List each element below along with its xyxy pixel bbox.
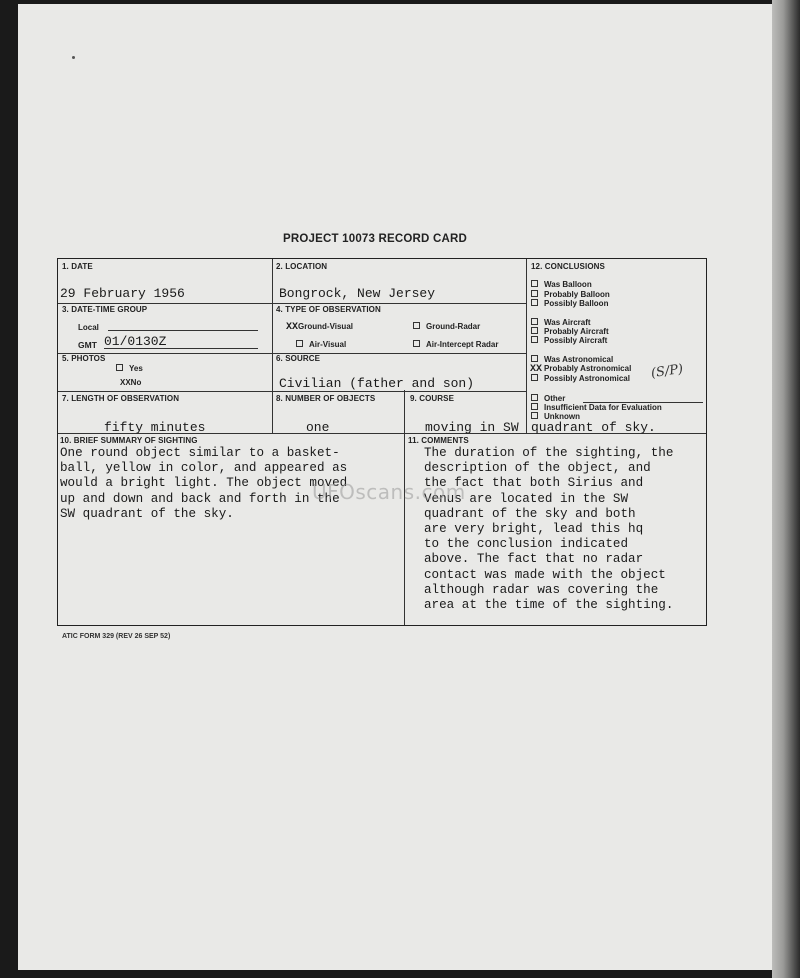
- conclusion-possibly-aircraft: [531, 336, 607, 345]
- conclusion-was-astronomical: [531, 355, 613, 364]
- photos-no-option: [120, 378, 141, 387]
- comments-line: quadrant of the sky and both: [424, 506, 636, 521]
- comments-line: although radar was covering the: [424, 582, 659, 597]
- air-visual-text: Air-Visual: [309, 340, 347, 349]
- dtg-local-label: Local: [78, 323, 99, 332]
- dtg-gmt-line: [104, 348, 258, 349]
- conclusion-text: Was Aircraft: [544, 318, 591, 327]
- scan-speck: [72, 56, 75, 59]
- checkbox-icon: [531, 327, 538, 334]
- summary-line: up and down and back and forth in the: [60, 491, 340, 506]
- location-value: Bongrock, New Jersey: [279, 286, 436, 301]
- date-value: 29 February 1956: [60, 286, 185, 301]
- checkbox-icon: [531, 374, 538, 381]
- number-value: one: [306, 420, 330, 435]
- summary-line: ball, yellow in color, and appeared as: [60, 461, 348, 476]
- conclusion-text: Was Astronomical: [544, 355, 614, 364]
- comments-line: description of the object, and: [424, 461, 651, 476]
- conclusion-text: Probably Balloon: [544, 290, 610, 299]
- conclusion-was-aircraft: [531, 318, 591, 327]
- comments-line: are very bright, lead this hq: [424, 522, 644, 537]
- comments-line: Venus are located in the SW: [424, 491, 629, 506]
- conclusion-probably-balloon: [531, 290, 610, 299]
- air-intercept-text: Air-Intercept Radar: [426, 340, 499, 349]
- form-footer: ATIC FORM 329 (REV 26 SEP 52): [62, 633, 171, 640]
- photos-no-text: No: [130, 378, 142, 387]
- ground-radar-option: [413, 322, 480, 331]
- comments-line: area at the time of the sighting.: [424, 598, 674, 613]
- conclusions-label: 12. CONCLUSIONS: [531, 262, 605, 271]
- conclusion-text: Unknown: [544, 412, 580, 421]
- checkbox-icon: [531, 336, 538, 343]
- checkbox-icon: [531, 299, 538, 306]
- comments-line: the fact that both Sirius and: [424, 476, 644, 491]
- photos-no-mark: XX: [120, 378, 131, 387]
- course-divider: [404, 390, 405, 432]
- photos-label: 5. PHOTOS: [62, 354, 106, 363]
- watermark: UFOscans.com: [312, 480, 466, 504]
- checkbox-icon: [413, 322, 420, 329]
- conclusion-was-balloon: [531, 280, 592, 289]
- date-label: 1. DATE: [62, 262, 93, 271]
- conclusion-text: Possibly Balloon: [544, 299, 609, 308]
- conclusion-text: Possibly Astronomical: [544, 374, 630, 383]
- conclusion-probably-aircraft: [531, 327, 609, 336]
- ground-radar-text: Ground-Radar: [426, 322, 481, 331]
- conclusion-unknown: [531, 412, 580, 421]
- checkbox-icon: [413, 340, 420, 347]
- checkbox-icon: [531, 403, 538, 410]
- comments-line: The duration of the sighting, the: [424, 446, 674, 460]
- comments-line: contact was made with the object: [424, 567, 666, 582]
- photos-yes-text: Yes: [129, 364, 143, 373]
- ground-visual-option: [286, 322, 353, 333]
- conclusion-possibly-astronomical: [531, 374, 630, 383]
- checkbox-icon: [531, 290, 538, 297]
- summary-label: 10. BRIEF SUMMARY OF SIGHTING: [60, 436, 198, 445]
- course-overflow: quadrant of sky.: [531, 420, 656, 435]
- checkbox-icon: [531, 394, 538, 401]
- checkbox-icon: [531, 355, 538, 362]
- ground-visual-mark: XX: [286, 322, 299, 333]
- conclusion-text: Was Balloon: [544, 280, 592, 289]
- ground-visual-text: Ground-Visual: [298, 322, 353, 331]
- dtg-gmt-value: 01/0130Z: [104, 334, 167, 349]
- dtg-label: 3. DATE-TIME GROUP: [62, 305, 148, 314]
- summary-text: [60, 446, 347, 522]
- summary-line: would a bright light. The object moved: [60, 476, 348, 491]
- checkbox-icon: [116, 364, 123, 371]
- photos-yes-option: [116, 364, 143, 373]
- course-value: moving in SW: [425, 420, 519, 435]
- checkbox-icon: [296, 340, 303, 347]
- dtg-local-line: [108, 330, 258, 331]
- comments-line: above. The fact that no radar: [424, 552, 644, 567]
- course-label: 9. COURSE: [410, 394, 455, 403]
- conclusion-text: Insufficient Data for Evaluation: [544, 403, 662, 412]
- length-label: 7. LENGTH OF OBSERVATION: [62, 394, 180, 403]
- checkbox-icon: [531, 412, 538, 419]
- location-label: 2. LOCATION: [276, 262, 328, 271]
- air-visual-option: [296, 340, 346, 349]
- page-edge-shadow: [772, 0, 800, 978]
- air-intercept-option: [413, 340, 498, 349]
- conclusion-other: [531, 394, 565, 403]
- observation-type-label: 4. TYPE OF OBSERVATION: [276, 305, 381, 314]
- checkbox-icon: [531, 318, 538, 325]
- summary-line: One round object similar to a basket-: [60, 446, 340, 460]
- comments-line: to the conclusion indicated: [424, 537, 629, 552]
- comments-label: 11. COMMENTS: [408, 436, 469, 445]
- conclusion-text: Possibly Aircraft: [544, 336, 608, 345]
- card-title: PROJECT 10073 RECORD CARD: [283, 233, 467, 245]
- summary-line: SW quadrant of the sky.: [60, 506, 234, 521]
- conclusion-text: Probably Astronomical: [544, 364, 632, 373]
- handwritten-note: (S/P): [650, 361, 685, 382]
- source-value: Civilian (father and son): [279, 376, 475, 391]
- conclusion-possibly-balloon: [531, 299, 608, 308]
- length-value: fifty minutes: [104, 420, 206, 435]
- dtg-gmt-label: GMT: [78, 340, 97, 350]
- conclusion-insufficient-data: [531, 403, 662, 412]
- conclusion-text: Probably Aircraft: [544, 327, 609, 336]
- probably-astronomical-mark: XX: [530, 364, 543, 375]
- conclusion-text: Other: [544, 394, 566, 403]
- checkbox-icon: [531, 280, 538, 287]
- number-label: 8. NUMBER OF OBJECTS: [276, 394, 376, 403]
- source-label: 6. SOURCE: [276, 354, 321, 363]
- comments-text: [424, 446, 673, 613]
